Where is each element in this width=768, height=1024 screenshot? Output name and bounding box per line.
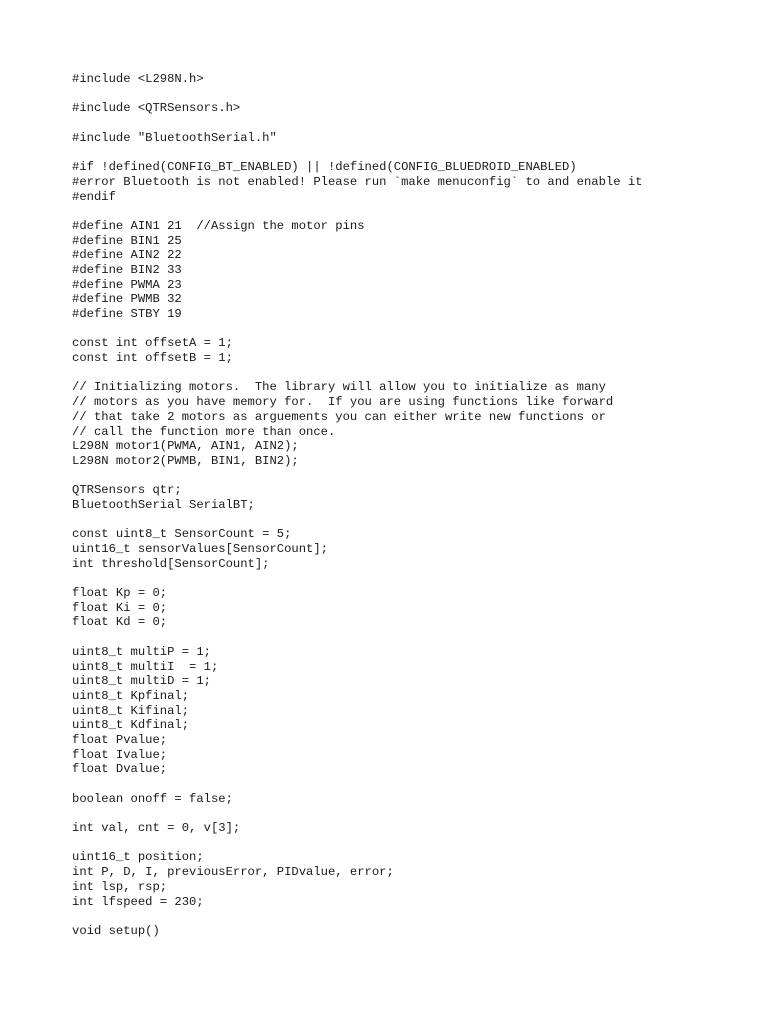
code-line: // call the function more than once. [72,424,336,439]
code-line: #define BIN1 25 [72,233,182,248]
code-line: L298N motor2(PWMB, BIN1, BIN2); [72,453,299,468]
code-line: #endif [72,189,116,204]
code-line: #if !defined(CONFIG_BT_ENABLED) || !defined(CONFIG_BLUEDROID_ENABLED) [72,160,577,175]
code-line: float Dvalue; [72,762,168,777]
code-line: #include <L298N.h> [72,72,204,86]
code-line: int threshold[SensorCount]; [72,556,270,571]
code-line: uint8_t Kifinal; [72,703,190,718]
blank-line [72,909,752,924]
code-line: // Initializing motors. The library will allow you to initialize as many [72,380,606,395]
code-line: BluetoothSerial SerialBT; [72,497,255,512]
code-line: #define STBY 19 [72,307,182,321]
blank-line [72,836,752,851]
blank-line [72,87,752,102]
blank-line [72,806,752,821]
blank-line [72,513,752,528]
code-line: float Kd = 0; [72,615,168,630]
code-line: const int offsetB = 1; [72,351,233,366]
code-line: void setup() [72,923,160,938]
code-line: #include <QTRSensors.h> [72,101,241,116]
code-line: #define PWMB 32 [72,292,182,307]
code-line: int P, D, I, previousError, PIDvalue, error; [72,865,394,880]
code-line: boolean onoff = false; [72,791,233,806]
code-line: float Ki = 0; [72,600,168,615]
blank-line [72,116,752,131]
code-line: const uint8_t SensorCount = 5; [72,527,292,542]
code-line: uint8_t multiD = 1; [72,674,211,689]
code-line: #define BIN2 33 [72,262,182,277]
code-line: int val, cnt = 0, v[3]; [72,821,241,836]
code-line: // that take 2 motors as arguements you can either write new functions or [72,409,606,424]
code-line: float Kp = 0; [72,586,168,601]
blank-line [72,777,752,792]
code-line: int lsp, rsp; [72,879,168,894]
blank-line [72,145,752,160]
blank-line [72,469,752,484]
code-line: #define AIN1 21 //Assign the motor pins [72,218,365,233]
code-line: uint16_t position; [72,850,204,865]
code-line: uint8_t Kpfinal; [72,688,190,703]
code-line: QTRSensors qtr; [72,483,182,498]
code-line: float Ivalue; [72,747,168,762]
code-line: #error Bluetooth is not enabled! Please run `make menuconfig` to and enable it [72,174,643,189]
code-line: float Pvalue; [72,732,168,747]
blank-line [72,630,752,645]
blank-line [72,204,752,219]
code-line: uint8_t Kdfinal; [72,718,190,733]
code-line: L298N motor1(PWMA, AIN1, AIN2); [72,439,299,454]
code-listing [72,72,752,939]
code-line: #define PWMA 23 [72,277,182,292]
code-line: const int offsetA = 1; [72,336,233,351]
blank-line [72,322,752,337]
code-line: uint8_t multiP = 1; [72,644,211,659]
code-line: // motors as you have memory for. If you are using functions like forward [72,395,614,410]
code-line: uint8_t multiI = 1; [72,659,219,674]
code-line: uint16_t sensorValues[SensorCount]; [72,542,328,556]
code-line: #include "BluetoothSerial.h" [72,130,277,145]
blank-line [72,366,752,381]
code-line: int lfspeed = 230; [72,894,204,909]
blank-line [72,571,752,586]
code-line: #define AIN2 22 [72,248,182,263]
